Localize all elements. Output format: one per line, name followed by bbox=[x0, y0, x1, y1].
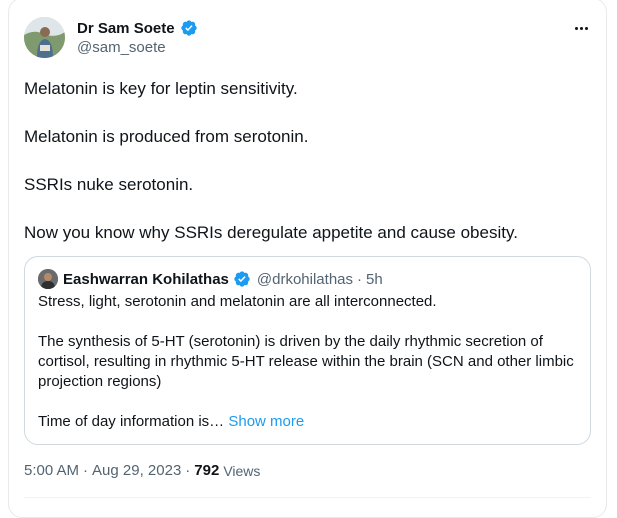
tweet-paragraph: Now you know why SSRIs deregulate appetite and cause obesity. bbox=[24, 223, 518, 242]
quoted-paragraph bbox=[38, 412, 578, 432]
tweet-paragraph: Melatonin is produced from serotonin. bbox=[24, 127, 309, 146]
author-handle[interactable]: @sam_soete bbox=[77, 39, 166, 56]
separator-dot: · bbox=[357, 270, 362, 288]
show-more-link[interactable]: Show more bbox=[228, 413, 305, 430]
quoted-paragraph: The synthesis of 5-HT (serotonin) is driven by the daily rhythmic secretion of cortisol, resulting in rhythmic 5-HT release within the brain (SCN and other limbic projection regions) bbox=[38, 333, 574, 390]
quoted-author-avatar bbox=[38, 269, 58, 289]
tweet-paragraph: SSRIs nuke serotonin. bbox=[24, 175, 194, 194]
quoted-tweet-header bbox=[38, 269, 383, 289]
quoted-author-handle: @drkohilathas bbox=[256, 270, 353, 288]
verified-badge-icon bbox=[180, 19, 198, 37]
quoted-timestamp: 5h bbox=[366, 270, 383, 288]
more-options-icon[interactable] bbox=[571, 20, 591, 36]
views-count: 792 bbox=[194, 462, 220, 479]
tweet-text bbox=[24, 77, 594, 269]
author-avatar[interactable] bbox=[24, 17, 65, 58]
separator-dot: · bbox=[83, 462, 89, 479]
tweet-meta bbox=[24, 462, 260, 479]
divider bbox=[24, 497, 591, 498]
tweet-date[interactable]: Aug 29, 2023 bbox=[92, 462, 182, 479]
separator-dot: · bbox=[185, 462, 191, 479]
quoted-tweet[interactable] bbox=[24, 256, 591, 445]
quoted-paragraph-text: Time of day information is… bbox=[38, 413, 229, 430]
quoted-paragraph: Stress, light, serotonin and melatonin are all interconnected. bbox=[38, 293, 437, 310]
author-display-name[interactable]: Dr Sam Soete bbox=[77, 19, 175, 37]
verified-badge-icon bbox=[233, 270, 251, 288]
tweet-time[interactable]: 5:00 AM bbox=[24, 462, 80, 479]
views-label: Views bbox=[223, 462, 261, 479]
author-name-row bbox=[77, 18, 198, 38]
tweet-paragraph: Melatonin is key for leptin sensitivity. bbox=[24, 79, 298, 98]
quoted-author-name: Eashwarran Kohilathas bbox=[63, 270, 229, 288]
quoted-tweet-body bbox=[38, 292, 578, 432]
